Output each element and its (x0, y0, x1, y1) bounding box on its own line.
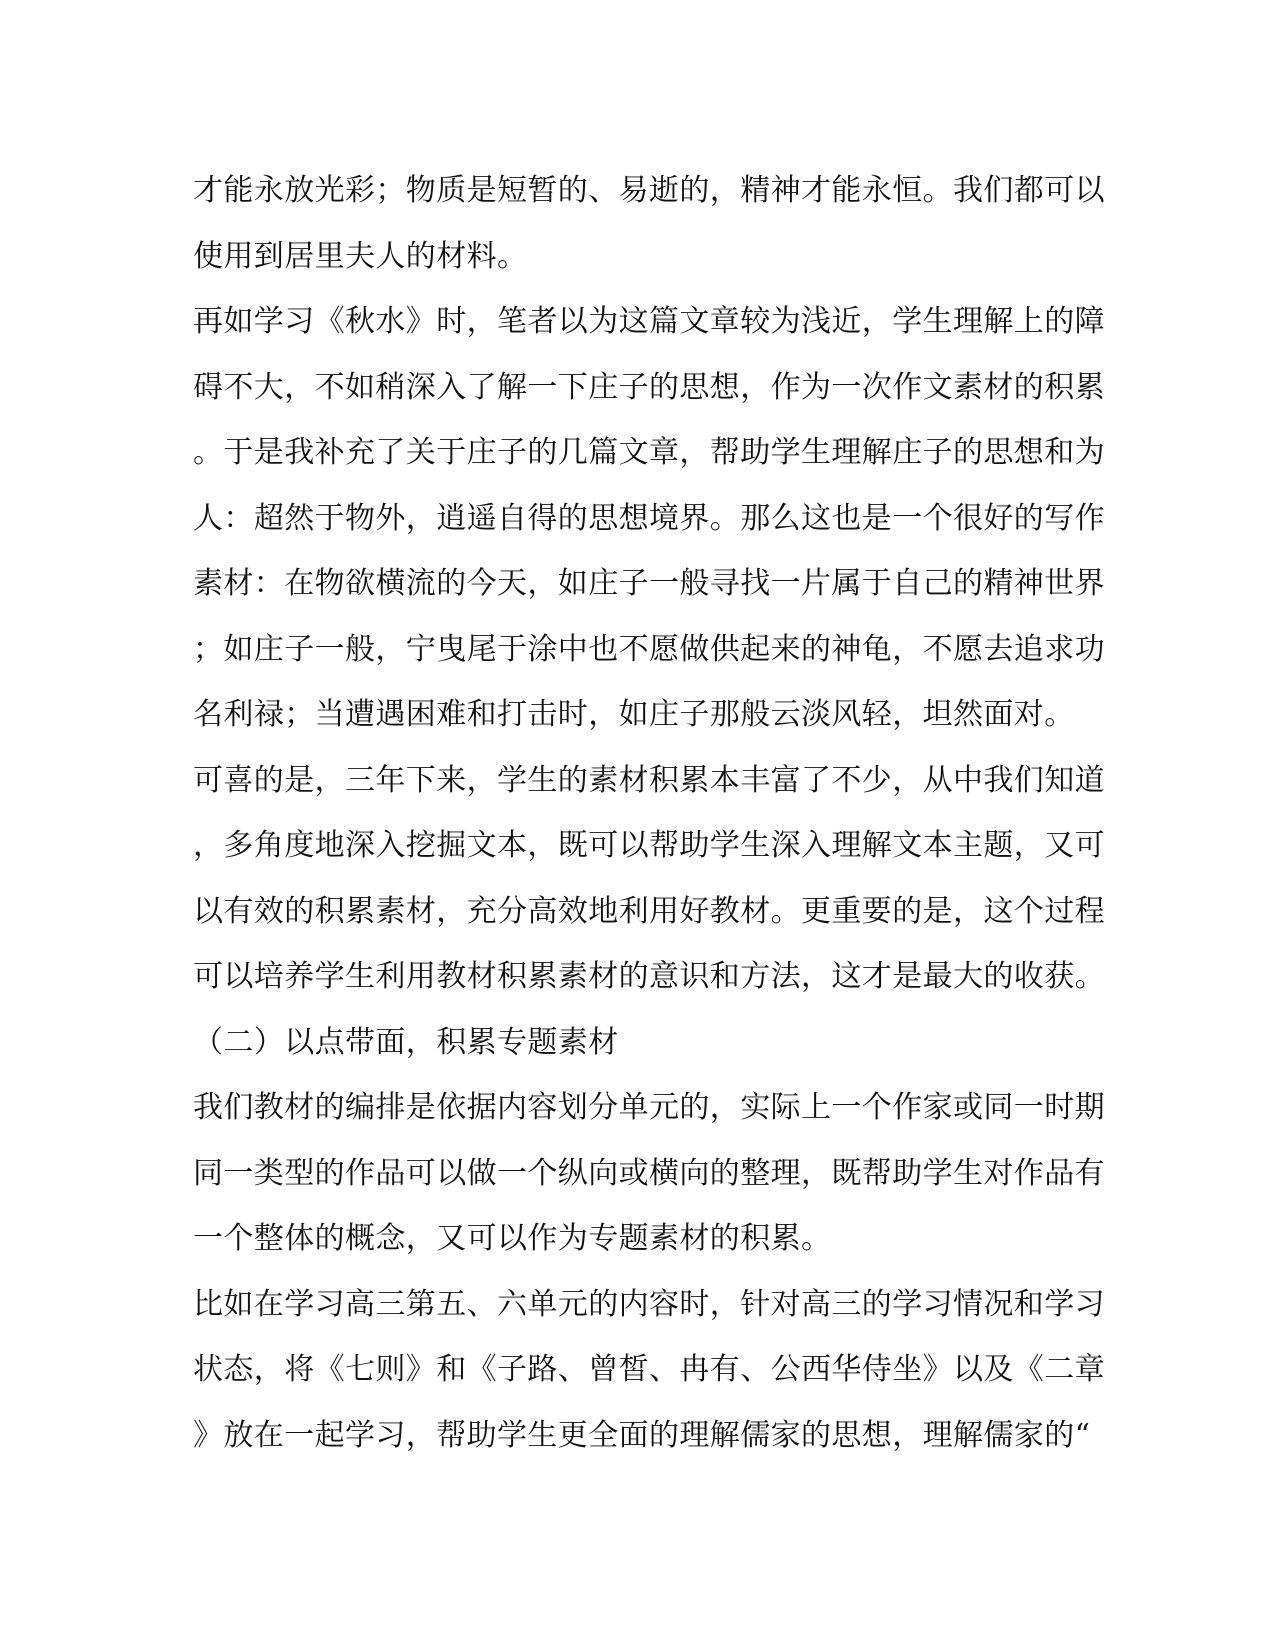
text-line: 状态，将《七则》和《子路、曾皙、冉有、公西华侍坐》以及《二章 (193, 1352, 1105, 1387)
text-line: 可喜的是，三年下来，学生的素材积累本丰富了不少，从中我们知道 (193, 762, 1105, 798)
text-line: 我们教材的编排是依据内容划分单元的，实际上一个作家或同一时期 (193, 1090, 1105, 1125)
text-line: 碍不大，不如稍深入了解一下庄子的思想，作为一次作文素材的积累 (193, 369, 1105, 405)
section-heading: （二）以点带面，积累专题素材 (193, 1024, 619, 1060)
text-line: 可以培养学生利用教材积累素材的意识和方法，这才是最大的收获。 (193, 959, 1105, 994)
text-line: 使用到居里夫人的材料。 (193, 238, 528, 274)
text-line: 再如学习《秋水》时，笔者以为这篇文章较为浅近，学生理解上的障 (193, 304, 1105, 339)
text-line: 以有效的积累素材，充分高效地利用好教材。更重要的是，这个过程 (193, 893, 1105, 929)
text-line: 才能永放光彩；物质是短暂的、易逝的，精神才能永恒。我们都可以 (193, 173, 1105, 208)
text-line: 名利禄；当遭遇困难和打击时，如庄子那般云淡风轻，坦然面对。 (193, 697, 1075, 732)
text-line: 比如在学习高三第五、六单元的内容时，针对高三的学习情况和学习 (193, 1286, 1105, 1322)
text-line: ，多角度地深入挖掘文本，既可以帮助学生深入理解文本主题，又可 (193, 828, 1105, 863)
text-line: 素材：在物欲横流的今天，如庄子一般寻找一片属于自己的精神世界 (193, 566, 1105, 601)
text-line: 一个整体的概念，又可以作为专题素材的积累。 (193, 1221, 832, 1256)
text-line: 同一类型的作品可以做一个纵向或横向的整理，既帮助学生对作品有 (193, 1155, 1105, 1191)
text-line: ；如庄子一般，宁曳尾于涂中也不愿做供起来的神龟，不愿去追求功 (193, 631, 1105, 667)
text-line: 》放在一起学习，帮助学生更全面的理解儒家的思想，理解儒家的“ (193, 1417, 1091, 1453)
body-text (193, 158, 1105, 1468)
text-line: 人：超然于物外，逍遥自得的思想境界。那么这也是一个很好的写作 (193, 500, 1105, 536)
text-line: 。于是我补充了关于庄子的几篇文章，帮助学生理解庄子的思想和为 (193, 435, 1105, 470)
